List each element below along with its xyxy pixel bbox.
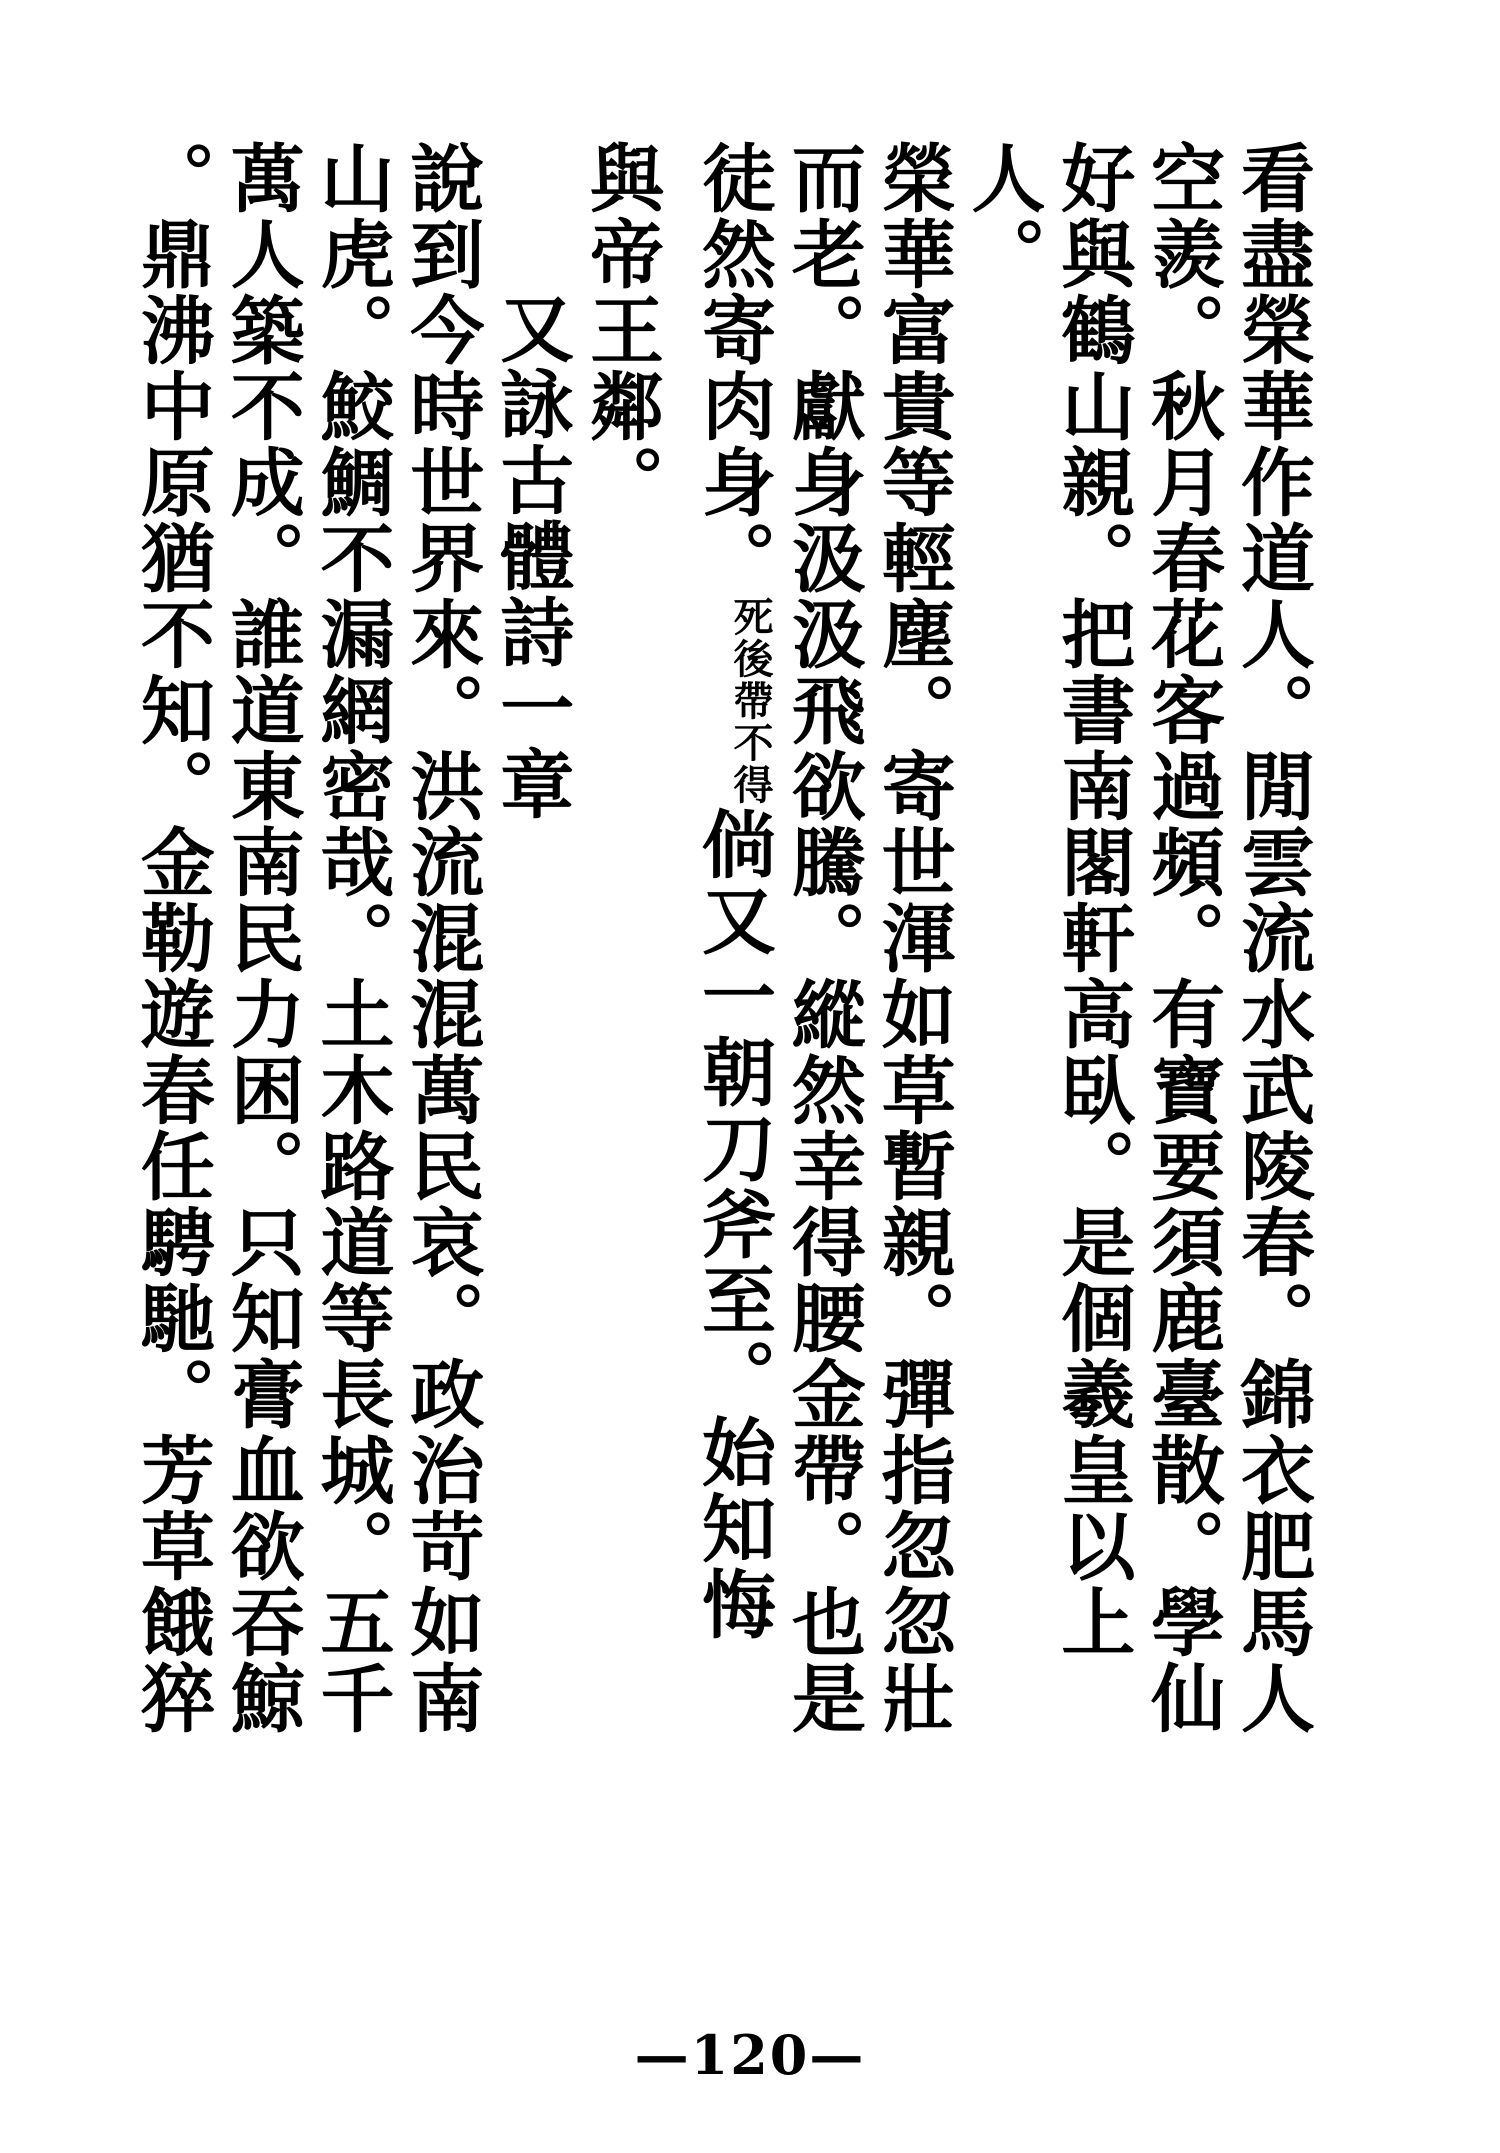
poem-title-column: 又詠古體詩一章 — [488, 290, 575, 822]
annotation-column: 死後帶不得 — [727, 596, 775, 806]
text-column: 而老。獻身汲汲飛欲騰。縱然幸得腰金帶。也是 — [779, 140, 866, 1736]
text-column: 山虎。鮫鯛不漏網密哉。土木路道等長城。五千 — [308, 140, 395, 1736]
text-column: 好與鶴山親。把書南閣軒高臥。是個羲皇以上 — [1049, 140, 1136, 1660]
text-column: 榮華富貴等輕塵。寄世渾如草暫親。彈指忽忽壯 — [869, 140, 956, 1736]
text-column: 空羨。秋月春花客過頻。有寶要須鹿臺散。學仙 — [1139, 140, 1226, 1736]
text-column: 看盡榮華作道人。閒雲流水武陵春。錦衣肥馬人 — [1229, 140, 1315, 1736]
vertical-text-block — [120, 140, 1315, 1960]
text-column: 。鼎沸中原猶不知。金勒遊春任騁馳。芳草餓猝 — [128, 140, 215, 1736]
text-column: 說到今時世界來。洪流混混萬民哀。政治苛如南 — [398, 140, 485, 1736]
page-number: —120— — [634, 2023, 866, 2087]
text-column: 萬人築不成。誰道東南民力困。只知膏血欲吞鯨 — [218, 140, 305, 1736]
text-column: 人。 — [959, 140, 1046, 292]
text-column: 徒然寄肉身。 — [690, 140, 777, 596]
text-column: 倘又一朝刀斧至。始知悔 — [690, 806, 777, 1642]
text-column: 與帝王鄰。 — [578, 140, 665, 520]
